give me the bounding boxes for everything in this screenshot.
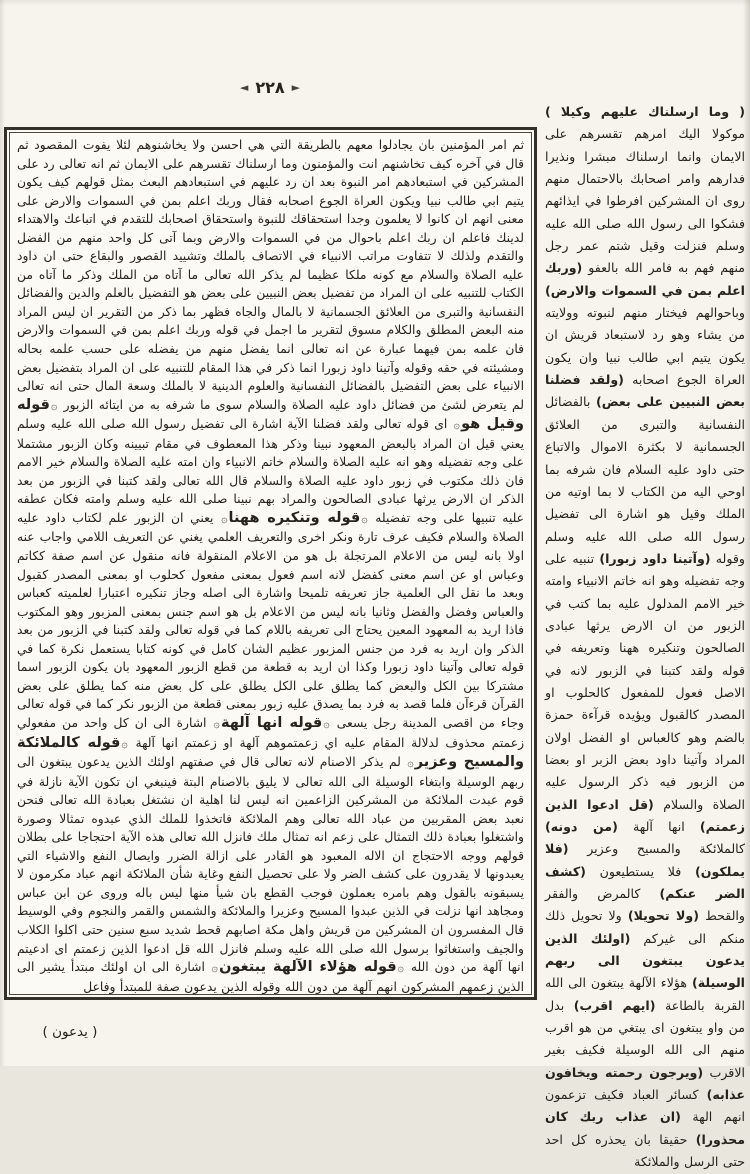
heading-ornament-icon: ۞ bbox=[397, 961, 405, 975]
heading-ornament-icon: ۞ bbox=[213, 716, 220, 730]
gloss-heading: قوله انها آلهة bbox=[220, 714, 323, 731]
gloss-heading: قوله هؤلاء الآلهة يبتغون bbox=[219, 959, 397, 976]
gloss-heading: قوله وقيل هو bbox=[17, 396, 524, 433]
header-ornament-left-icon: ◄ bbox=[239, 81, 249, 94]
heading-ornament-icon: ۞ bbox=[121, 736, 128, 750]
page-number: ٢٢٨ bbox=[255, 78, 285, 97]
quran-lemma: (ولقد فضلنا بعض النبيين على بعض) bbox=[545, 372, 745, 410]
main-commentary-text: ثم امر المؤمنين بان يجادلوا معهم بالطريقة التي هي احسن ولا يخاشنوهم لئلا يفوت المقصود ثم قال في آخره كيف تخاشنهم انت والمؤمنون وما ارسلناك تقسرهم على الايمان ثم انه تعالى رد على المشركين في استبعادهم امر النبوة بعد ان رد عليهم في استبعادهم البعث بمثل قولهم كيف يكون يتيم ابي طالب نبيا ويكون العراة الجوع اصحابه فقال وربك اعلم بمن في السموات والارض على معنى انهم ان كانوا لا يعلمون وجدا استحقاقك للنبوة واستحقاق اصحابك للتقدم في اتباعك والاهتداء لدينك فاعلم ان ربك اعلم باحوال من في السموات والارض وبما آتى كل واحد منهم من الفضل والتقدم ولذلك لا تتفاوت مراتب الانبياء في الاتصاف بالملك وتشييد القصور والبقاع حتى ان داود عليه الصلاة والسلام مع كونه ملكا عظيما لم يذكر الله تعالى ما آتاه من الملك وذكر ما آتاه من الكتاب للتنبيه على ان المراد من تفضيل بعض النبيين على بعض هو التفضيل بالعلم والدين والفضائل النفسانية والتبرى من العلائق الجسمانية لا بالمال والجاه فظهر بما ذكر من التقرير ان ليس المراد منه البعض المطلق والكلام مسوق لتقرير ما اجمل في قوله وربك اعلم بمن في السموات والارض فان علمه بمن فيهما عبارة عن انه تعالى انما يفضل منهم من يفضله على حسب علمه بحاله ومشيئته في حقه وقوله وآتينا داود زبورا انما ذكر في هذا المقام للتنبيه على ان المراد بتفضيل بعض الانبياء على بعض التفضيل بالفضائل النفسانية والعلوم الدينية لا بالملك وسعة المال حتى انه تعالى لم يتعرض لشئ من فضائل داود عليه الصلاة والسلام سوى ما شرفه به من ايتائه الزبور ۞قوله وقيل هو۞ اى قوله تعالى ولقد فضلنا الآية اشارة الى تفضيل رسول الله صلى الله عليه وسلم يعني قيل ان المراد بالبعض المعهود نبينا وذكر هذا المعطوف في مقام تبيينه وكان الزبور مشتملا على وجه تفضيله وهو انه عليه الصلاة والسلام خاتم الانبياء وان امته عليه الصلاة والسلام خير الامم فان ذلك مكتوب في زبور داود عليه الصلاة والسلام قال الله تعالى ولقد كتبنا في الزبور من بعد الذكر ان الارض يرثها عبادى الصالحون والمراد بهم نبينا صلى الله عليه وسلم وامته فكان عطفه عليه تنبيها على وجه تفضيله ۞قوله وتنكيره ههنا۞ يعني ان الزبور علم لكتاب داود عليه الصلاة والسلام فكيف عرف تارة ونكر اخرى والتعريف العلمي يغني عن التعريف اللامي واجاب عنه اولا بانه ليس من الاعلام المرتجلة بل هو من الاعلام المنقولة فانه منقول عن اسم صفة ككاتم وعباس او عن اسم معنى كفضل لانه اسم فعول بمعنى مفعول كحلوب او بمعنى المصدر كقبول وبعد ما نقل الى العلمية جاز تعريفه تلميحا واشارة الى اصله وجاز تنكيره اعتبارا لعلميته كعباس والعباس وفضل والفضل وثانيا بانه ليس من الاعلام بل هو اسم جنس بمعنى المزبور وهو المكتوب فاذا اريد به المعهود المعين يحتاج الى تعريفه باللام كما في قوله تعالى ولقد كتبنا في الزبور من بعد الذكر وان اريد به فرد من جنس المزبور عظيم الشان كامل في كونه كتابا يستعمل نكرة كما في قوله تعالى وآتينا داود زبورا وكذا ان اريد به قطعة من قطع الزبور المعهود بان يكون الزبور اسما مشتركا بين الكل والبعض كما يطلق على الكل يطلق على كل بعض منه كما يطلق على بعض القرآن قرءآن فلما قصد به فرد بما يصدق عليه زبور بمعنى قطعة من الزبور نكر كما في قوله تعالى وجاء من اقصى المدينة رجل يسعى ۞قوله انها آلهة۞ اشارة الى ان كل واحد من مفعولي زعمتم محذوف لدلالة المقام عليه اي زعمتموهم آلهة او زعمتم انها آلهة ۞قوله كالملائكة والمسيح وعزير۞ لم يذكر الاصنام لانه تعالى قال في صفتهم اولئك الذين يدعون يبتغون الى ربهم الوسيلة وابتغاء الوسيلة الى الله تعالى لا يليق بالاصنام البتة فينبغي ان تكون الآية نازلة في قوم عبدت الملائكة من المشركين الزاعمين انه ليس لنا اهلية ان نشتغل بعبادة الله تعالى فنحن نعبد بعض المقربين من عباد الله تعالى وهم الملائكة فاتخذوا للملك الذي عبدوه تمثالا وصورة واشتغلوا بعبادة ذلك التمثال على زعم انه تمثال ملك فانزل الله تعالى هذه الآية احتجاجا على بطلان قولهم ووجه الاحتجاج ان الاله المعبود هو القادر على ازالة الضرر وايصال النفع والاشياء التي يعبدونها لا يقدرون على كشف الضر ولا على تحصيل النفع وغاية شأن الملائكة انهم عباد مكرمون لا يسبقونه بالقول وهم بامره يعملون فوجب القطع بان شيأ منها ليس باله وروى عن ابن عباس ومجاهد انها نزلت في الذين عبدوا المسيح وعزيرا والملائكة والشمس والقمر والنجوم وفي الوسيط قال المفسرون ان المشركين من قريش واهل مكة اصابهم قحط شديد سبع سنين حتى اكلوا الكلاب والجيف واستغاثوا برسول الله صلى الله عليه وسلم فانزل الله قل ادعوا الذين زعمتم اى ادعيتم انها آلهة من دون الله ۞قوله هؤلاء الآلهة يبتغون۞ اشارة الى ان اولئك مبتدأ يشير الى الذين زعمهم المشركون انهم آلهة من دون الله وقوله الذين يدعون صفة للمبتدأ وفاعل bbox=[17, 138, 525, 994]
quran-lemma: (ان عذاب ربك كان محذورا) bbox=[545, 1109, 745, 1147]
heading-ornament-icon: ۞ bbox=[50, 398, 58, 412]
quran-lemma: ( وما ارسلناك عليهم وكيلا ) bbox=[545, 104, 745, 119]
quran-lemma: (قل ادعوا الذين زعمتم) bbox=[545, 796, 745, 834]
heading-ornament-icon: ۞ bbox=[407, 756, 414, 770]
page-header bbox=[0, 78, 540, 97]
heading-ornament-icon: ۞ bbox=[323, 716, 330, 730]
margin-gloss-column: ( وما ارسلناك عليهم وكيلا ) موكولا اليك امرهم تقسرهم على الايمان وانما ارسلناك مبشرا ونذيرا فدارهم وامر اصحابك بالاحتمال منهم روى ان المشركين افرطوا في ايذائهم فشكوا الى رسول الله صلى الله عليه وسلم فنزلت وقيل شتم عمر رجل منهم فهم به فامر الله بالعفو (وربك اعلم بمن في السموات والارض) وباحوالهم فيختار منهم لنبوته وولايته من يشاء وهو رد لاستبعاد قريش ان يكون يتيم ابي طالب نبيا وان يكون العراة الجوع اصحابه (ولقد فضلنا بعض النبيين على بعض) بالفضائل النفسانية والتبرى من العلائق الجسمانية لا بكثرة الاموال والاتباع حتى داود عليه السلام فان شرفه بما اوحي اليه من الكتاب لا بما اوتيه من الملك وقيل هو اشارة الى تفضيل رسول الله صلى الله عليه وسلم وقوله (وآتينا داود زبورا) تنبيه على وجه تفضيله وهو انه خاتم الانبياء وامته خير الامم المدلول عليه بما كتب في الزبور من ان الارض يرثها عبادى الصالحون وتنكيره ههنا وتعريفه في قوله ولقد كتبنا في الزبور لانه في الاصل فعول للمفعول كالحلوب او المصدر كالقبول ويؤيده قرآءة حمزة بالضم وهو كالعباس او الفضل اولان المراد وآتينا داود بعض الزبر او بعضا من الزبور فيه ذكر الرسول عليه الصلاة والسلام (قل ادعوا الذين زعمتم) انها آلهة (من دونه) كالملائكة والمسيح وعزير (فلا يملكون) فلا يستطيعون (كشف الضر عنكم) كالمرض والفقر والقحط (ولا تحويلا) ولا تحويل ذلك منكم الى غيركم (اولئك الذين يدعون يبتغون الى ربهم الوسيلة) هؤلاء الآلهة يبتغون الى الله القربة بالطاعة (ايهم اقرب) بدل من واو يبتغون اى يبتغي من هو اقرب منهم الى الله الوسيلة فكيف بغير الاقرب (ويرجون رحمته ويخافون عذابه) كسائر العباد فكيف تزعمون انهم الهة (ان عذاب ربك كان محذورا) حقيقا بان يحذره كل احد حتى الرسل والملائكة bbox=[545, 104, 746, 1170]
quran-lemma: (ويرجون رحمته ويخافون عذابه) bbox=[545, 1064, 745, 1103]
gloss-heading: قوله كالملائكة والمسيح وعزير bbox=[17, 734, 524, 771]
main-text-frame-inner bbox=[9, 132, 532, 995]
quran-lemma: (وربك اعلم بمن في السموات والارض) bbox=[545, 260, 745, 298]
gloss-heading: قوله وتنكيره ههنا bbox=[228, 509, 361, 526]
heading-ornament-icon: ۞ bbox=[453, 418, 461, 432]
quran-lemma: (من دونه) bbox=[545, 819, 618, 834]
quran-lemma: (ايهم اقرب) bbox=[573, 997, 656, 1013]
quran-lemma: (فلا يملكون) bbox=[545, 841, 745, 879]
main-text-frame bbox=[4, 127, 537, 1000]
heading-ornament-icon: ۞ bbox=[211, 961, 219, 975]
heading-ornament-icon: ۞ bbox=[361, 511, 368, 525]
quran-lemma: (وآتينا داود زبورا) bbox=[599, 550, 711, 566]
quran-lemma: (اولئك الذين يدعون يبتغون الى ربهم الوسيلة) bbox=[545, 930, 745, 991]
quran-lemma: (كشف الضر عنكم) bbox=[545, 863, 745, 902]
quran-lemma: (ولا تحويلا) bbox=[627, 908, 700, 924]
header-ornament-right-icon: ► bbox=[291, 81, 301, 94]
catchword: ( يدعون ) bbox=[42, 1024, 98, 1040]
heading-ornament-icon: ۞ bbox=[221, 511, 228, 525]
